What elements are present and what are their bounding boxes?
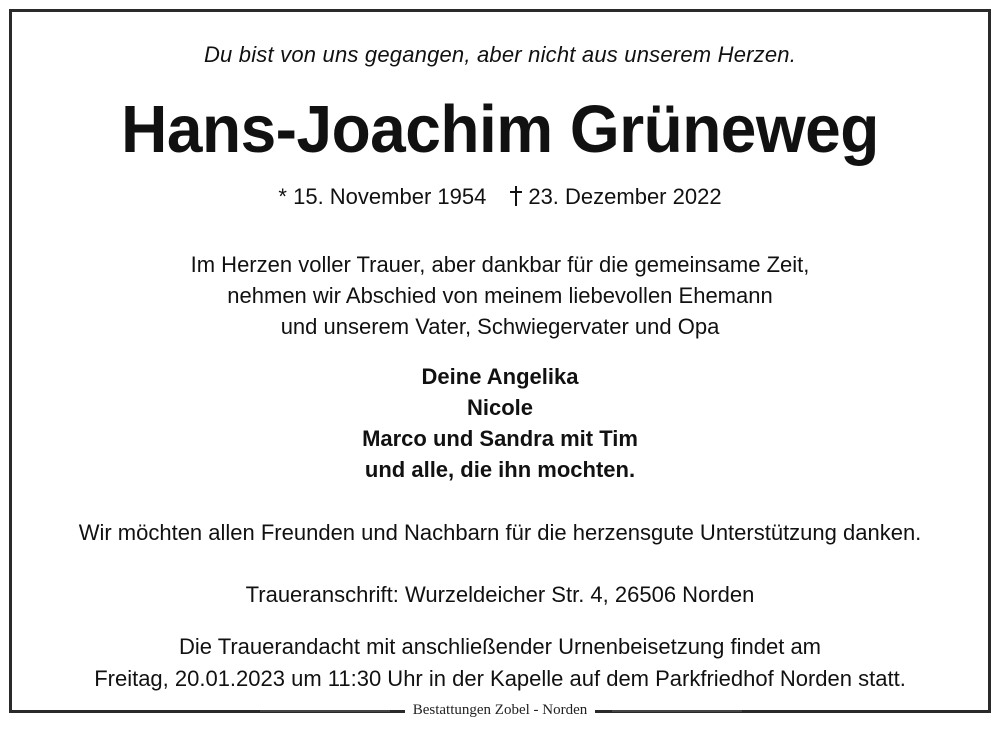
- life-dates: [0, 184, 1000, 210]
- address-line: Traueranschrift: Wurzeldeicher Str. 4, 26506 Norden: [245, 582, 755, 607]
- mourner-4: und alle, die ihn mochten.: [364, 457, 636, 482]
- motto-line: Du bist von uns gegangen, aber nicht aus unserem Herzen.: [203, 42, 797, 67]
- thanks-line: Wir möchten allen Freunden und Nachbarn für die herzensgute Unterstützung danken.: [78, 520, 922, 545]
- ceremony-line-1: Die Trauerandacht mit anschließender Urnenbeisetzung findet am: [178, 634, 822, 659]
- deceased-name: Hans-Joachim Grüneweg: [121, 91, 879, 167]
- footer: [0, 700, 1000, 720]
- intro-line-3: und unserem Vater, Schwiegervater und Opa: [280, 314, 720, 339]
- mourner-3: Marco und Sandra mit Tim: [362, 426, 638, 451]
- intro-line-2: nehmen wir Abschied von meinem liebevollen Ehemann: [227, 283, 773, 308]
- mourner-2: Nicole: [466, 395, 534, 420]
- intro-line-1: Im Herzen voller Trauer, aber dankbar für die gemeinsame Zeit,: [190, 252, 810, 277]
- cross-icon: [510, 186, 522, 206]
- death-date: 23. Dezember 2022: [528, 184, 722, 209]
- ceremony-line-2: Freitag, 20.01.2023 um 11:30 Uhr in der Kapelle auf dem Parkfriedhof Norden statt.: [94, 666, 906, 691]
- birth-date: * 15. November 1954: [278, 184, 487, 209]
- funeral-home-label: Bestattungen Zobel - Norden: [405, 700, 596, 720]
- mourner-1: Deine Angelika: [421, 364, 579, 389]
